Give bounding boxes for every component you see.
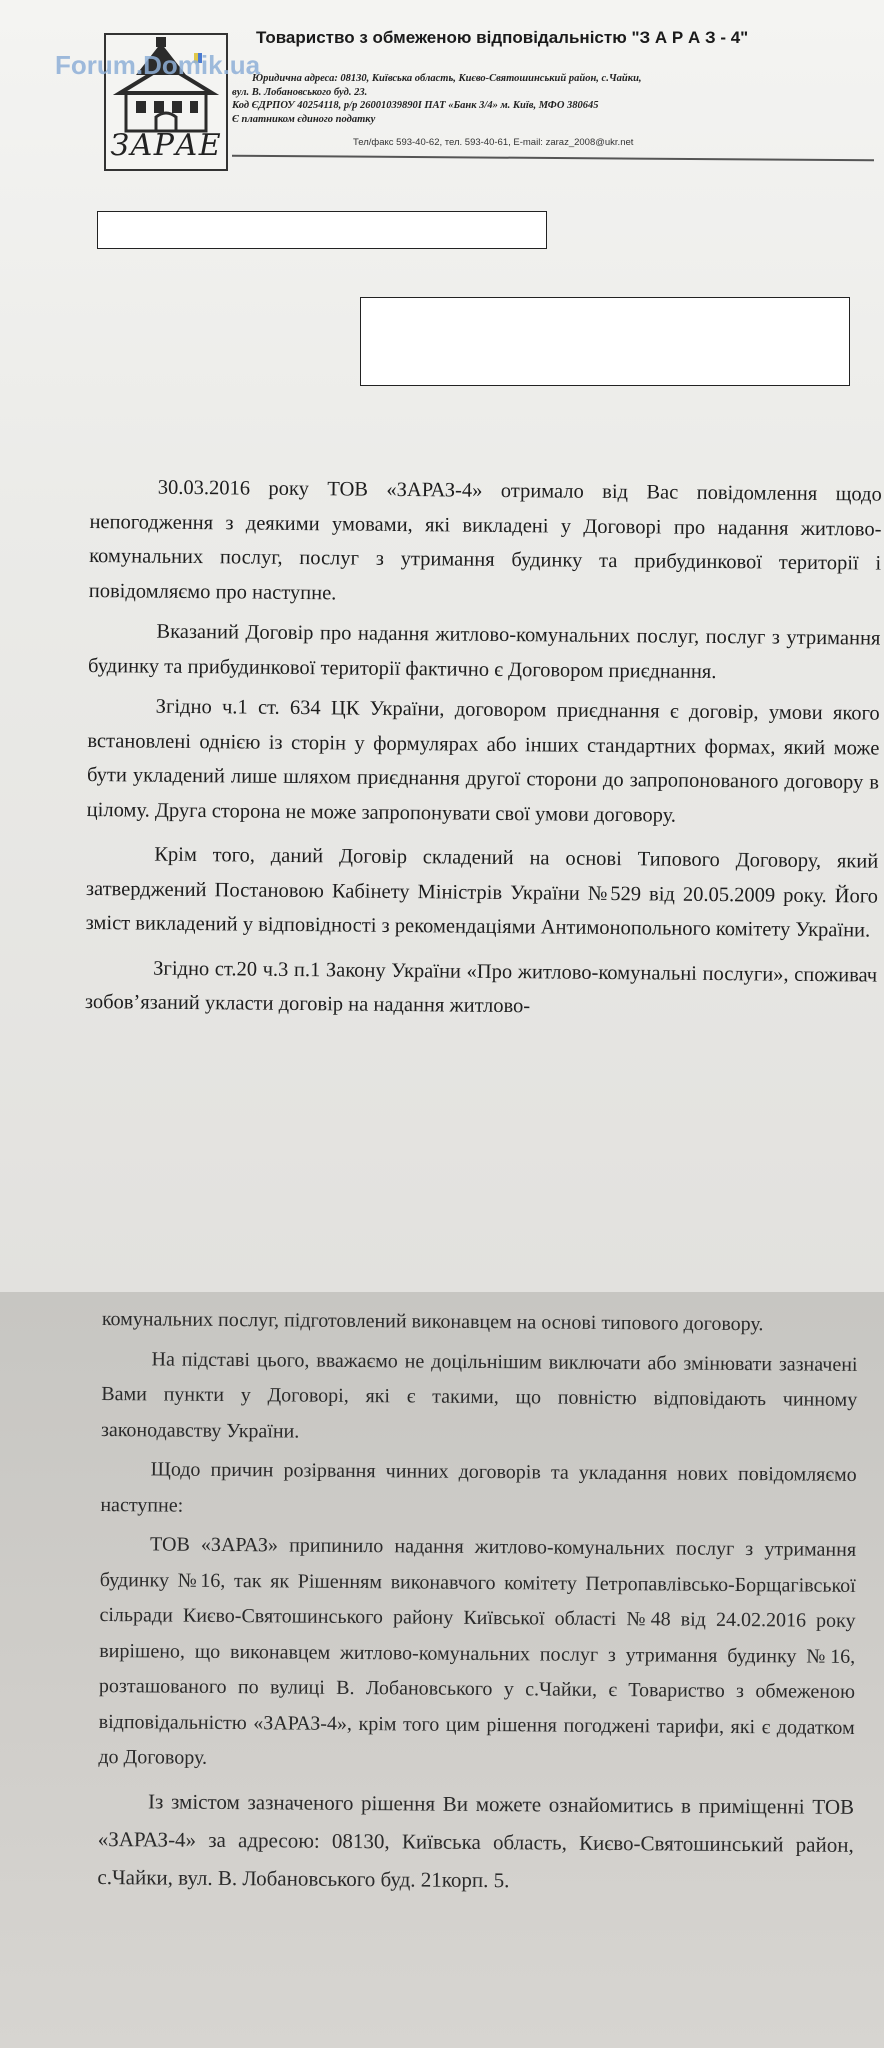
letter-body-part-1 bbox=[85, 470, 882, 1037]
tax-status-line: Є платником єдиного податку bbox=[232, 113, 376, 125]
registration-line: Код ЄДРПОУ 40254118, р/р 26001039890І ПАТ «Банк 3/4» м. Київ, МФО 380645 bbox=[232, 100, 599, 111]
letter-page-2 bbox=[0, 1292, 884, 2048]
paragraph: Згідно ч.1 ст. 634 ЦК України, договором приєднання є договір, умови якого встановлені однією із сторін у формулярах або інших стандартних формах, який може бути укладений лише шляхом приєднання другої сторони до запропонованого договору в цілому. Друга сторона не може запропонувати свої умови договору. bbox=[86, 695, 880, 827]
paragraph: Із змістом зазначеного рішення Ви можете ознайомитись в приміщенні ТОВ «ЗАРАЗ-4» за адресою: 08130, Київська область, Києво-Святошинський район, с.Чайки, вул. В. Лобановського буд. 21корп. 5. bbox=[97, 1788, 855, 1892]
company-name: Товариство з обмеженою відповідальністю "З А Р А З - 4" bbox=[256, 28, 749, 47]
redacted-recipient-address bbox=[360, 297, 850, 386]
paragraph: Згідно ст.20 ч.3 п.1 Закону України «Про житлово-комунальні послуги», споживач зобов’язаний укласти договір на надання житлово- bbox=[84, 957, 878, 1018]
company-details bbox=[232, 72, 852, 126]
letter-body-part-2 bbox=[97, 1302, 858, 1905]
paragraph: ТОВ «ЗАРАЗ» припинило надання житлово-комунальних послуг з утримання будинку №16, так як Рішенням виконавчого комітету Петропавлівсько-Борщагівської сільради Києво-Святошинського району Київської області №48 від 24.02.2016 року вирішено, що виконавцем житлово-комунальних послуг з утримання будинку №16, розташованого по вулиці В. Лобановського у с.Чайки, є Товариство з обмеженою відповідальністю «ЗАРАЗ-4», крім того цим рішення погоджені тарифи, які є додатком до Договору. bbox=[98, 1533, 857, 1769]
redacted-recipient-name bbox=[97, 211, 547, 249]
contacts-line: Тел/факс 593-40-62, тел. 593-40-61, E-mail: zaraz_2008@ukr.net bbox=[353, 137, 634, 148]
paragraph: На підставі цього, вважаємо не доцільнішим виключати або змінювати зазначені Вами пункти у Договорі, які є такими, що повністю відповідають чинному законодавству України. bbox=[100, 1347, 858, 1443]
address-line: вул. В. Лобановського буд. 23. bbox=[232, 86, 368, 98]
forum-watermark: Forum.Domik.ua bbox=[55, 50, 261, 80]
paragraph: Крім того, даний Договір складений на основі Типового Договору, який затверджений Постановою Кабінету Міністрів України №529 від 20.05.2009 року. Його зміст викладений у відповідності з рекомендаціями Антимонопольного комітету України. bbox=[85, 843, 879, 942]
paragraph: Щодо причин розірвання чинних договорів та укладання нових повідомляємо наступне: bbox=[100, 1458, 857, 1517]
address-line: Юридична адреса: 08130, Київська область, Києво-Святошинський район, с.Чайки, bbox=[252, 73, 642, 84]
logo-wordmark: ЗАРАЕ bbox=[110, 128, 222, 163]
paragraph: 30.03.2016 року ТОВ «ЗАРАЗ-4» отримало від Вас повідомлення щодо непогодження з деякими умовами, які викладені у Договорі про надання житлово-комунальних послуг, послуг з утримання будинку та прибудинкової території і повідомляємо про наступне. bbox=[88, 476, 882, 604]
paragraph: комунальних послуг, підготовлений виконавцем на основі типового договору. bbox=[101, 1307, 764, 1336]
paragraph: Вказаний Договір про надання житлово-комунальних послуг, послуг з утримання будинку та прибудинкової території фактично є Договором приєднання. bbox=[88, 620, 881, 683]
header-divider bbox=[232, 155, 874, 161]
